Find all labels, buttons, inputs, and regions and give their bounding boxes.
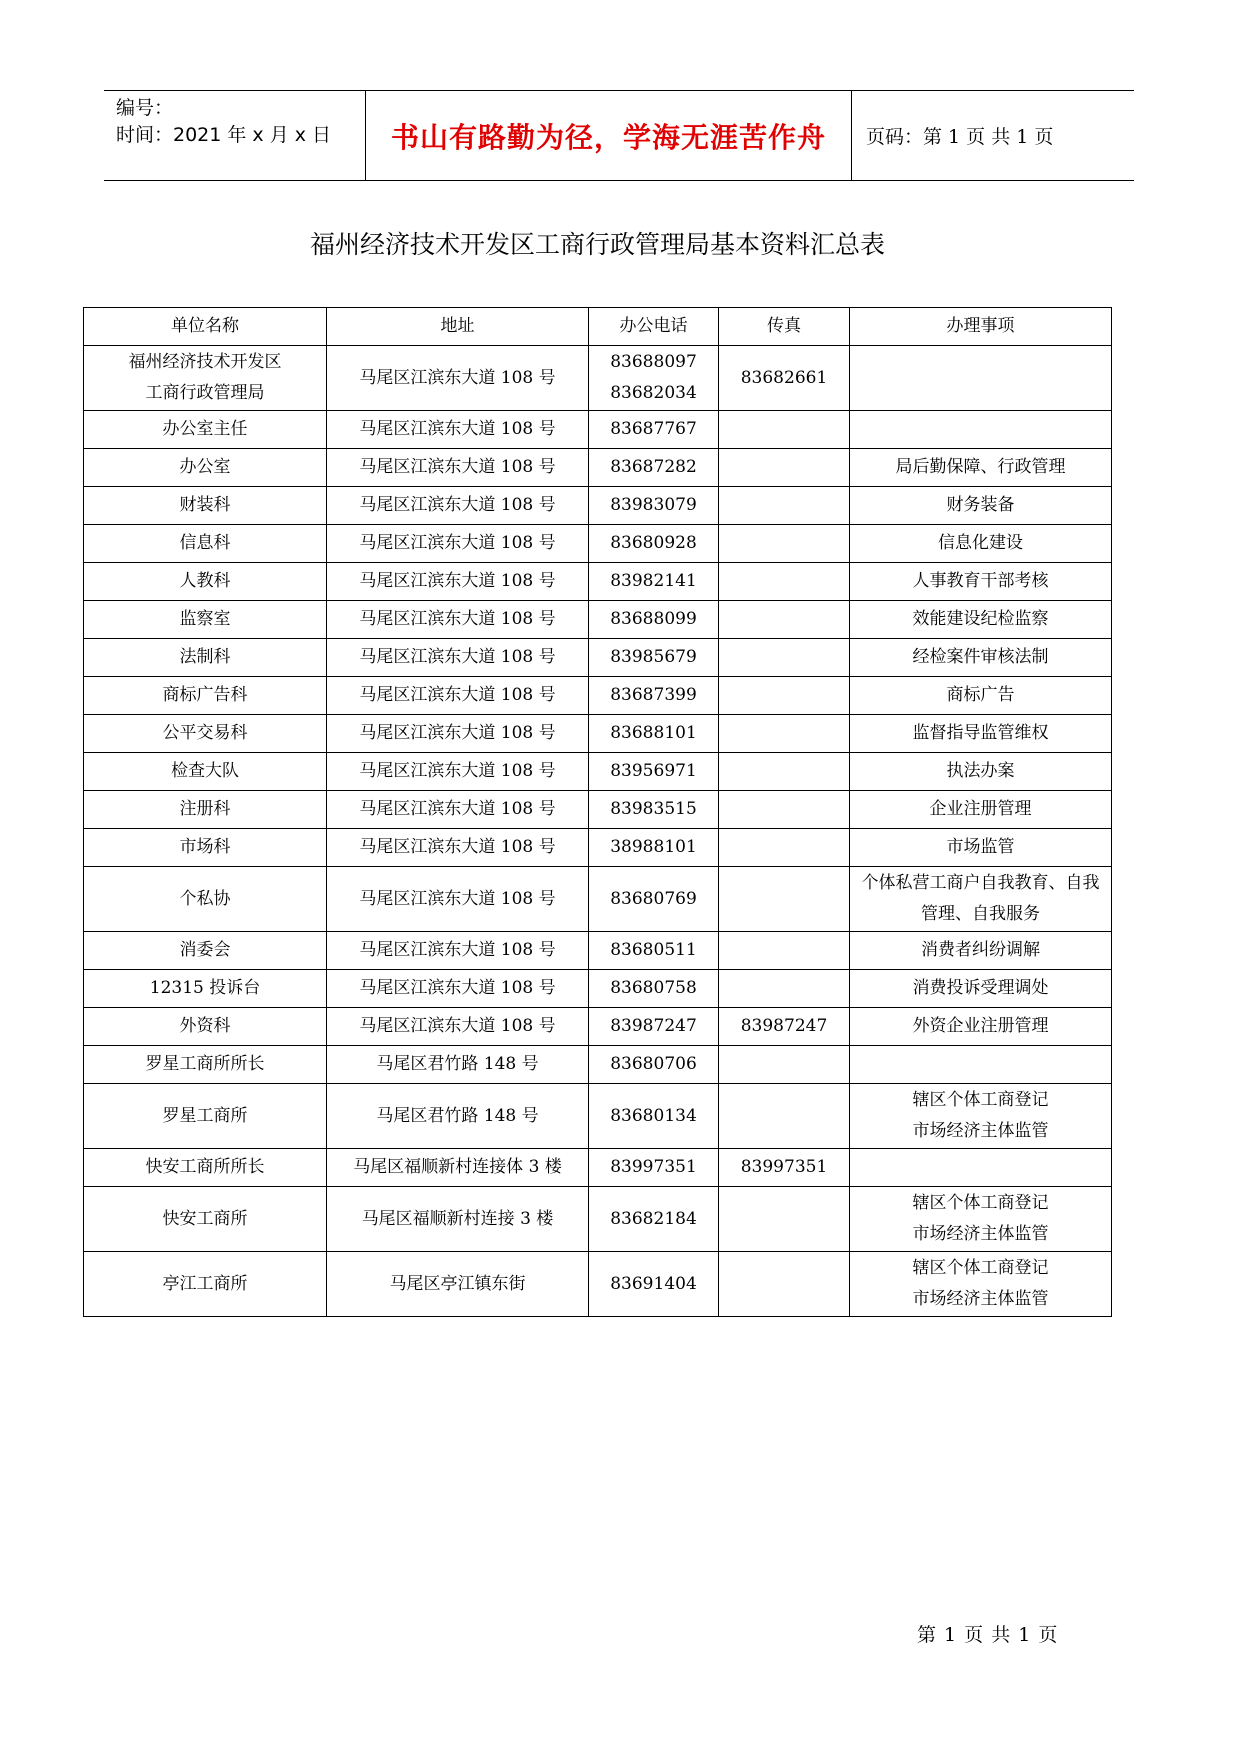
cell-phone-line: 83687282 [610, 457, 697, 477]
cell-matters [850, 601, 1112, 639]
table-row [84, 715, 1112, 753]
cell-unit-name-line: 个私协 [179, 889, 231, 909]
cell-phone-line: 83680928 [610, 533, 697, 553]
table-row [84, 411, 1112, 449]
cell-address: 马尾区福顺新村连接体 3 楼 [327, 1149, 589, 1187]
cell-matters-line: 辖区个体工商登记 [912, 1258, 1049, 1278]
cell-matters [850, 411, 1112, 449]
cell-phone [589, 829, 719, 867]
cell-phone [589, 411, 719, 449]
cell-address: 马尾区江滨东大道 108 号 [327, 715, 589, 753]
cell-phone-line: 83688097 [610, 352, 697, 372]
header-page-label: 页码：第 1 页 共 1 页 [866, 126, 1054, 148]
cell-matters-line: 个体私营工商户自我教育、自我 [861, 873, 1100, 893]
cell-unit-name-line: 办公室主任 [162, 419, 248, 439]
cell-phone-line: 83680758 [610, 978, 697, 998]
cell-unit-name-line: 监察室 [179, 609, 231, 629]
document-header [104, 90, 1134, 181]
cell-phone [589, 525, 719, 563]
cell-fax [719, 601, 850, 639]
column-header-address: 地址 [327, 308, 589, 346]
cell-phone [589, 346, 719, 411]
table-row [84, 753, 1112, 791]
cell-unit-name [84, 1149, 327, 1187]
cell-phone-line: 83680706 [610, 1054, 697, 1074]
cell-matters-line: 经检案件审核法制 [912, 647, 1049, 667]
cell-unit-name-line: 财装科 [179, 495, 231, 515]
cell-phone [589, 1149, 719, 1187]
cell-unit-name [84, 677, 327, 715]
cell-matters [850, 1008, 1112, 1046]
cell-phone-line: 83680134 [610, 1106, 697, 1126]
cell-phone [589, 753, 719, 791]
cell-fax [719, 1252, 850, 1317]
cell-address: 马尾区江滨东大道 108 号 [327, 525, 589, 563]
cell-phone-line: 83688101 [610, 723, 697, 743]
cell-matters-line: 商标广告 [946, 685, 1015, 705]
cell-unit-name-line: 人教科 [179, 571, 231, 591]
cell-matters [850, 1252, 1112, 1317]
cell-unit-name-line: 办公室 [179, 457, 231, 477]
page-footer: 第 1 页 共 1 页 [917, 1624, 1059, 1646]
cell-unit-name [84, 346, 327, 411]
cell-fax: 83987247 [719, 1008, 850, 1046]
cell-fax [719, 525, 850, 563]
cell-phone [589, 932, 719, 970]
cell-phone [589, 449, 719, 487]
table-row [84, 867, 1112, 932]
cell-fax [719, 563, 850, 601]
cell-unit-name [84, 487, 327, 525]
cell-fax [719, 449, 850, 487]
cell-matters-line: 财务装备 [946, 495, 1015, 515]
table-row [84, 1252, 1112, 1317]
cell-matters [850, 563, 1112, 601]
cell-unit-name [84, 639, 327, 677]
cell-unit-name [84, 601, 327, 639]
document-title: 福州经济技术开发区工商行政管理局基本资料汇总表 [309, 230, 885, 259]
cell-unit-name [84, 791, 327, 829]
cell-phone [589, 487, 719, 525]
cell-address: 马尾区君竹路 148 号 [327, 1084, 589, 1149]
cell-unit-name-line: 检查大队 [171, 761, 239, 781]
cell-unit-name-line: 市场科 [179, 837, 231, 857]
cell-matters [850, 1084, 1112, 1149]
cell-address: 马尾区江滨东大道 108 号 [327, 1008, 589, 1046]
cell-matters-line: 市场经济主体监管 [912, 1289, 1049, 1309]
cell-unit-name [84, 1187, 327, 1252]
column-header-phone: 办公电话 [589, 308, 719, 346]
table-row [84, 525, 1112, 563]
cell-fax [719, 677, 850, 715]
cell-fax [719, 932, 850, 970]
cell-fax [719, 791, 850, 829]
cell-fax [719, 715, 850, 753]
cell-phone-line: 83956971 [610, 761, 697, 781]
table-row [84, 1187, 1112, 1252]
cell-matters-line: 局后勤保障、行政管理 [895, 457, 1066, 477]
cell-matters [850, 867, 1112, 932]
cell-unit-name [84, 1008, 327, 1046]
cell-phone-line: 83682034 [610, 383, 697, 403]
cell-address: 马尾区江滨东大道 108 号 [327, 677, 589, 715]
cell-address: 马尾区江滨东大道 108 号 [327, 346, 589, 411]
cell-phone [589, 791, 719, 829]
cell-phone-line: 83983079 [610, 495, 697, 515]
cell-fax [719, 639, 850, 677]
cell-unit-name-line: 罗星工商所 [162, 1106, 248, 1126]
cell-address: 马尾区江滨东大道 108 号 [327, 449, 589, 487]
table-row [84, 970, 1112, 1008]
cell-matters [850, 639, 1112, 677]
table-row [84, 1008, 1112, 1046]
cell-matters [850, 932, 1112, 970]
cell-matters-line: 消费投诉受理调处 [912, 978, 1049, 998]
cell-fax [719, 867, 850, 932]
cell-matters-line: 消费者纠纷调解 [921, 940, 1040, 960]
cell-address: 马尾区江滨东大道 108 号 [327, 411, 589, 449]
cell-matters [850, 829, 1112, 867]
cell-matters [850, 525, 1112, 563]
cell-address: 马尾区福顺新村连接 3 楼 [327, 1187, 589, 1252]
cell-phone-line: 83680769 [610, 889, 697, 909]
cell-unit-name-line: 公平交易科 [162, 723, 248, 743]
cell-unit-name-line: 工商行政管理局 [145, 383, 265, 403]
cell-fax: 83997351 [719, 1149, 850, 1187]
cell-unit-name [84, 970, 327, 1008]
cell-phone [589, 639, 719, 677]
cell-matters [850, 791, 1112, 829]
cell-phone [589, 1084, 719, 1149]
cell-phone-line: 83688099 [610, 609, 697, 629]
table-row [84, 563, 1112, 601]
cell-unit-name [84, 449, 327, 487]
cell-matters [850, 677, 1112, 715]
cell-address: 马尾区江滨东大道 108 号 [327, 970, 589, 1008]
cell-fax [719, 1084, 850, 1149]
cell-fax [719, 487, 850, 525]
cell-phone [589, 1187, 719, 1252]
cell-phone-line: 83983515 [610, 799, 697, 819]
cell-unit-name-line: 商标广告科 [162, 685, 248, 705]
cell-phone-line: 83987247 [610, 1016, 697, 1036]
cell-unit-name-line: 福州经济技术开发区 [128, 352, 282, 372]
cell-address: 马尾区江滨东大道 108 号 [327, 563, 589, 601]
cell-unit-name [84, 829, 327, 867]
cell-address: 马尾区君竹路 148 号 [327, 1046, 589, 1084]
table-row [84, 1149, 1112, 1187]
cell-unit-name-line: 12315 投诉台 [149, 978, 261, 998]
contact-table [83, 307, 1112, 1317]
cell-phone-line: 83687399 [610, 685, 697, 705]
column-header-matters: 办理事项 [850, 308, 1112, 346]
cell-phone-line: 83687767 [610, 419, 697, 439]
cell-phone-line: 83985679 [610, 647, 697, 667]
cell-fax [719, 411, 850, 449]
cell-phone-line: 38988101 [610, 837, 697, 857]
cell-matters [850, 1187, 1112, 1252]
cell-unit-name-line: 注册科 [179, 799, 231, 819]
cell-unit-name-line: 亭江工商所 [162, 1274, 248, 1294]
cell-matters [850, 449, 1112, 487]
cell-matters-line: 信息化建设 [938, 533, 1023, 553]
document-number-label: 编号： [116, 97, 174, 119]
cell-address: 马尾区江滨东大道 108 号 [327, 867, 589, 932]
cell-unit-name [84, 867, 327, 932]
cell-unit-name [84, 1252, 327, 1317]
table-row [84, 677, 1112, 715]
table-row [84, 487, 1112, 525]
cell-address: 马尾区江滨东大道 108 号 [327, 791, 589, 829]
table-row [84, 346, 1112, 411]
cell-unit-name-line: 快安工商所 [162, 1209, 248, 1229]
cell-matters [850, 715, 1112, 753]
cell-address: 马尾区江滨东大道 108 号 [327, 829, 589, 867]
cell-unit-name [84, 715, 327, 753]
cell-phone-line: 83982141 [610, 571, 697, 591]
cell-matters-line: 效能建设纪检监察 [912, 609, 1049, 629]
cell-phone [589, 970, 719, 1008]
cell-fax [719, 1187, 850, 1252]
table-body [84, 346, 1112, 1317]
table-row [84, 601, 1112, 639]
cell-unit-name-line: 外资科 [179, 1016, 231, 1036]
cell-phone [589, 601, 719, 639]
cell-phone [589, 715, 719, 753]
table-row [84, 449, 1112, 487]
cell-address: 马尾区江滨东大道 108 号 [327, 601, 589, 639]
cell-unit-name-line: 快安工商所所长 [145, 1157, 265, 1177]
cell-phone [589, 1008, 719, 1046]
column-header-name: 单位名称 [84, 308, 327, 346]
cell-phone [589, 1046, 719, 1084]
cell-phone [589, 563, 719, 601]
cell-matters [850, 1149, 1112, 1187]
table-row [84, 1046, 1112, 1084]
cell-address: 马尾区江滨东大道 108 号 [327, 753, 589, 791]
table-header-row [84, 308, 1112, 346]
cell-fax [719, 1046, 850, 1084]
cell-matters-line: 辖区个体工商登记 [912, 1090, 1049, 1110]
cell-phone-line: 83680511 [610, 940, 697, 960]
cell-unit-name-line: 法制科 [179, 647, 231, 667]
cell-phone-line: 83997351 [610, 1157, 697, 1177]
table-row [84, 639, 1112, 677]
cell-phone [589, 1252, 719, 1317]
cell-matters-line: 辖区个体工商登记 [912, 1193, 1049, 1213]
table-row [84, 791, 1112, 829]
column-header-fax: 传真 [719, 308, 850, 346]
cell-address: 马尾区江滨东大道 108 号 [327, 932, 589, 970]
cell-unit-name [84, 411, 327, 449]
cell-matters [850, 1046, 1112, 1084]
cell-fax: 83682661 [719, 346, 850, 411]
cell-fax [719, 970, 850, 1008]
cell-matters [850, 753, 1112, 791]
cell-fax [719, 829, 850, 867]
cell-matters [850, 970, 1112, 1008]
cell-matters [850, 487, 1112, 525]
cell-phone-line: 83691404 [610, 1274, 697, 1294]
cell-address: 马尾区江滨东大道 108 号 [327, 487, 589, 525]
cell-address: 马尾区亭江镇东街 [327, 1252, 589, 1317]
cell-matters-line: 执法办案 [946, 761, 1015, 781]
cell-unit-name-line: 罗星工商所所长 [145, 1054, 265, 1074]
cell-unit-name [84, 1084, 327, 1149]
cell-matters-line: 人事教育干部考核 [912, 571, 1049, 591]
cell-phone [589, 677, 719, 715]
document-date-label: 时间：2021 年 x 月 x 日 [116, 124, 332, 146]
cell-matters-line: 监督指导监管维权 [912, 723, 1049, 743]
cell-matters-line: 外资企业注册管理 [912, 1016, 1049, 1036]
cell-unit-name [84, 563, 327, 601]
cell-matters-line: 市场监管 [946, 837, 1015, 857]
cell-unit-name [84, 753, 327, 791]
cell-unit-name [84, 932, 327, 970]
cell-phone [589, 867, 719, 932]
header-meta [104, 91, 366, 180]
table-row [84, 932, 1112, 970]
cell-unit-name-line: 消委会 [179, 940, 231, 960]
cell-unit-name-line: 信息科 [179, 533, 231, 553]
cell-matters [850, 346, 1112, 411]
cell-phone-line: 83682184 [610, 1209, 697, 1229]
cell-unit-name [84, 1046, 327, 1084]
cell-matters-line: 企业注册管理 [929, 799, 1032, 819]
cell-matters-line: 管理、自我服务 [921, 904, 1040, 924]
cell-address: 马尾区江滨东大道 108 号 [327, 639, 589, 677]
cell-fax [719, 753, 850, 791]
table-row [84, 829, 1112, 867]
header-motto: 书山有路勤为径，学海无涯苦作舟 [366, 91, 852, 180]
cell-unit-name [84, 525, 327, 563]
table-row [84, 1084, 1112, 1149]
cell-matters-line: 市场经济主体监管 [912, 1224, 1049, 1244]
cell-matters-line: 市场经济主体监管 [912, 1121, 1049, 1141]
